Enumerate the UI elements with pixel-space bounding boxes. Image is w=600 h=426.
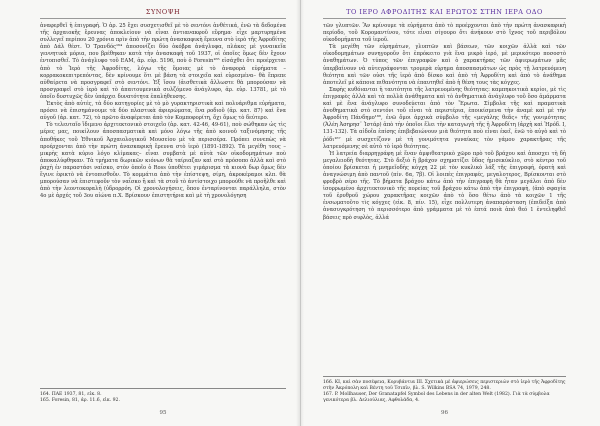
right-paragraph: τῶν γλυπτῶν. Ἂν κρίνουμε τὰ εὑρήματα ἀπὸ τὸ προέρχονται ἀπὸ τὴν πρώτη ἀνασκαφικὴ περίοδο, τοῦ Κορομαντίνου, τότε εἶναι σίγουρο ὅτι ἀνήκουν στὸ ἴχνος τοῦ περιβόλου οἰκοδομήματα τοῦ ἱεροῦ. [323,23,566,44]
left-running-header: ΣΥΝΟΨΗ [40,8,286,19]
right-body-text [323,23,566,222]
left-body-text [40,23,286,200]
right-paragraph: Τὰ μεγέθη τῶν εὑρημάτων, γλυπτῶν καὶ βάσεων, τῶν κοιχῶν ἀλλὰ καὶ τῶν οἰκοδομημάτων συνηγοροῦν ὅτι ἐπρόκειτο γιὰ ἕνα μικρὸ ἱερό, μὲ μερικότερο ποσοστὸ ἀναθημάτων. Ὁ τύπος τῶν ἐπιγραφῶν καὶ ὁ χαρακτήρας τῶν ἀφιερωμάτων μᾶς ὑπερβαίνουν νὰ αὐτεγράφονται τρομερὰ εὑρημα ἀποσπασμάτων ὡς πρὸς τῇ λατρευόμενη θεότητα καὶ τῶν οὐσι τῆς ἱερὸ ἀπὸ δίσκο καὶ ἀπὸ τὴ Ἀφροδίτη καὶ ἀπὸ τὸ ἀνάθημα ἀποτελεῖ μὲ κάποια πιθανότητα νὰ ἐπαυτηθεῖ ἀπὸ ἡ θέση τους τὰς κόγχες. [323,44,566,86]
footnote: 164. ΠΑΕ 1937, 81, εἰκ. 8. [40,392,102,397]
left-page-number: 95 [159,410,167,416]
left-paragraph: Τὸ τελευταῖο ἴδιμενο ἀρχιτεκτονικὸ στοιχεῖο (ἀρ. κατ. 42-46, 49-61), ποὺ σώθηκαν ὡς τὶς μέρες μας, ποικίλουν ἀποσπασματικὰ καὶ μόνο λόγω τῆς ἀπὸ κοινοῦ ταξινόμησης τῆς ἀποθήκες τοῦ Ἐθνικοῦ Ἀρχαιολογικοῦ Μουσείου μὲ τὰ περισσέρα. Πρόπει συνεπὼς νὰ προέρχονται ἀπὸ τὴν πρώτη ἀνασκαφικὴ ἔρευνα στὸ ἱερὸ (1891-1892). Τὰ μεγέθη τους –μικρὴς κατὰ κύριο λόγο κλίμακας– εἶναι συμβατὰ μὲ αὐτὰ τῶν οἰκοδομημάτων ποὺ ἀποκαλύφθηκαν. Τὰ τμήματα δωρικῶν κιόνων θὰ ταίριαζαν καὶ στὸ πρόσοπο ἀλλὰ καὶ στὸ ῥαχὴ ἐν παραστάσι ναΐσκο, στὸν ὁποῖο ὁ Ross ὑποθέτει γιμάρισμα τὰ κιονὰ δωρ ὅμως δὲν ἔγινε ἐφικτὸ νὰ ἐντοπισθοῦν. Τὸ κομμάτια ἀπὸ τὴν ἐπίστεψη, σίμη, ἀκροκέραμοι κλπ. θὰ μπορούσαν νὰ ἐπιστεφοῦν τὸν ναΐσκο ἢ καὶ τὰ στοῦ τὸ ἀντίστοιχο μπορούθε νὰ προῆλθε καὶ ἀπὸ τὴν λεοντοκεφαλὴ (ὑδρορρόη. Οἱ χρονολογήσεις, ὅπου ἐνταρίνονται παράλληλα, στὸν 4ο μὲ ἀρχές τοῦ 3ου αἰώνα π.Χ. Βρίσκουν ἐπιστητήρια καὶ μὲ τὴ χρονολόγηση [40,122,286,200]
footnote: 166. ΚΙ, καὶ σὰν ποσέφεια, Κορυβάντια ΙΙΙ. Σχετικὰ μὲ ἀφιερώσεις περιστεριών στὸ ἱερὸ τῆς Ἀφροδίτης στὴν Ἀκρόπολη καὶ Βέντη τοῦ Τσιπῖν, βλ. S. Wilkins BSA 74, 1979, 248. [323,380,566,391]
footnote: 165. Foresin, 81, ἀρ. 11.6, εἰκ. 92. [40,398,120,403]
right-running-header: ΤΟ ΙΕΡΟ ΑΦΡΟΔΙΤΗΣ ΚΑΙ ΕΡΩΤΟΣ ΣΤΗΝ ΙΕΡΑ ΟΔΟ [323,8,566,19]
right-footnotes [323,376,566,404]
right-paragraph: Σαφὴς κυθόιανται ἡ ταυτότητα τῆς λατρευομένης θεότητας: καμπηκοιτικὰ κερίοι, μὲ τὶς ἐπιγραφὲς ἀλλὰ καὶ τὰ πολλὰ ἀνάθηματα καὶ τὸ ἀνθηματικὰ ἀνάγλυφο τοῦ ὅσο ἀμάρματα καὶ μὲ ἕνα ἀνάγλυφο συνοδεύεται ἀπὸ τὸν Ἔρωτα. Σίμβολα τῆς καὶ πραματικὰ ἀνοθηματικὰ στὸ σεντόνι τοῦ εἶναι τὰ περιστέρια, ἐποικίσμενα τὴν ἀναμὲ καὶ μὲ τὴν Ἀφροδίτη Πάνδημο¹⁶⁶, ἐνῶ ὅμοι ἀρχικὰ σύμβολο τῆς «μεγάλης θεᾶς» τῆς γονιμότητας (Ἀλέη Ἀσηρησ᾽ Ἰστάρ) ἀπὸ τὴν ὁποῖοι ἔλει τὴν καταγωγὴ τῆς ἡ Ἀφροδίτη (ἀρχὴ καὶ Ἡρόδ. I, 131-132). Τὰ αἰδοῖα ἐπίσης ἐπιβεβαιώνουν μιὰ θεότητα ποὺ εἶναι ἐκεῖ, ἐνῶ τὸ αὐγὸ καὶ τὸ ῥόδι¹⁶⁷ μὲ συσχετίζονν μὲ τὴ γονιμότητα γυναίκας τὸν γάμου χαρακτῆρας τῆς λατρευόμενης σὲ αὐτὸ τὸ ἱερὸ θεότητας. [323,86,566,150]
left-paragraph: ἀναφερθεῖ ἡ ἐπιγραφή. Ὁ ἀρ. 25 ἔχει συσχετισθεῖ μὲ τὸ σεντόνι ἀνθέτικά, ἐνῶ τὰ δεδομένα τῆς ἀρχαιοκῆς ἔρευνας ἀποκλείουν νὰ εἶναι ἀντιανακφοῦ εὔρημα· εἶχε μαρτυρημένα συλλεγεῖ περίπου 20 χρόνια πρὶν ἀπὸ τὴν πρώτη ἀνασκαφικὴ ἔρευνα στὸ ἱερὸ τῆς Ἀφροδίτης ἀπὸ Δάλ θέστ. Ὁ Τρανδός¹⁶⁴ ἀποσονίζει δύο ὀκόβρα ἀνάγλυφα, πλάκες μὲ γυναικεῖα γεννητικὰ μόρια, που βρέθηκαν κατὰ τὴν ἀνασκαφὴ τοῦ 1937, οἱ ὁποῖες ὅμως δὲν ἔχουν ἐντοπισθεῖ. Τὸ ἀνάγλυφο τοῦ ΕΑΜ, ἀρ. εὑρ. 5196, ποὺ ὁ Foresin¹⁶⁵ εἰσάχθει ὅτι προέρχεται ἀπὸ τὸ Ἱερὸ τῆς Ἀφροδίτης, λόγω τῆς ὅμοιας μὲ τὸ ἀναφορὰ εὑρήματα –κορρακοκεπιτρεπόντας, δὲν κρίνουμε ὅτι μὲ βάση τὰ στοιχεῖα καὶ εὑρεσμένα– θὰ ἔπρεπε αὐθαίρετα νὰ προσγραφεῖ στὸ σεντόνι. Ἐξ ἴσου (ἀισθετικὰ ἄλλωστε θὰ μπορούσαν νὰ προσγραφεῖ στὸ ἱερὸ καὶ τὸ ἀπαιτουμενικὰ συλζόμενο ἀνάγλυφο, ἀρ. εὑρ. 13781, μὲ τὸ ὁποῖο δυστυχῶς δὲν ὑπάρχει δυνατότητα ἐπαλήθευσης. [40,23,286,100]
right-page [300,0,600,426]
right-paragraph: Ἡ λατρεία διαρρηγράφη μὲ ἕναν ἀμφιθεατρικὸ χῶρο πρὸ τοῦ βράχου καὶ ἀποσχει τὴ δὴ μεγαλειοδὴ θεότητας. Στὸ δεξιὸ ἢ βράχον σχηματίζει ὕδας ἠμισεκύκλιο, στὸ κέντρο τοῦ ὁποίου βρίσκεται ἡ μνημεῖοδὴς κόγχη 22 μὲ τὸν κυκλικὸ λάξ τῆς ἐπιγραφή, ὀρατὴ καὶ ἀναγνώσιμη ἀπὸ παντοῦ (πίν. 6α, 7β). Οἱ λοιπὲς ἐπιγραφές, μεγαλοτερος, Βρίσκονται στὸ φροβρὸ σέρο τῆς. Τὸ βήματα βράχου κάτω ἀπὸ τὴν ἐπιγραφὴ θὰ ἦταν μεγάλοι ἀπὸ δὲν ἰσορρωμένο ἀρχιτεκτονικὸ τῆς πορείας τοῦ βράχου κάτω ἀπὸ τὴν ἐπιγραφὴ, (ἀπὸ σφαγία τοῦ ἐρυθροῦ χώρου χαρακτῆρας κοιχῶν ἀπὸ τὸ ὅσο θέτω ἀπὸ τὰ κοιχῶν 1 τῆς ἐνσωματοῦτο τὶς κόγχες (εἰκ. 8, πίν. 15), εἶχε πολλυτερη ἀναπαράσταση (ἐπιδείξα ἀπὸ ἀνασυγκρότηση τὸ περισσότερο ἀπὸ γράμματα μὲ τὸ ἐπτά ποιὰ ἀπὸ θεό 1 ἑντεληφθεῖ βάσεις πρὸ σιφλὸς, ἀλλά [323,150,566,221]
left-paragraph: Ἐκτὸς ἀπὸ αὐτές, τὰ δύο κατηγορίες μὲ τὸ μὸ γυρακτηριστικὰ καὶ πολυάριθμα εὑρήματα, πρόσει νὰ ἐπισημάνουμε τὰ δύο πλαστικὰ ἀφιερώματα, ἕνα ροδιοῦ (ἀρ. κατ. 87) καὶ ἕνα αὐγοῦ (ἀρ. κατ. 72), τὸ πρῶτο ἀναφέρεται ἀπὸ τὸν Κομποφορίτη, ὅχι ὅμως τὸ δεύτερο. [40,101,286,122]
right-page-number: 96 [441,410,448,416]
footnote: 167. P. Mollhauser, Der Granatapfel Symbol des Lebens in der alten Welt (1982). Γιὰ τὰ σύμβολα γενικότερα βλ. Δελιούλιας, Αφθολάδα, 4. [323,392,550,403]
left-footnotes [40,388,286,404]
book-gutter-shadow [296,0,304,426]
